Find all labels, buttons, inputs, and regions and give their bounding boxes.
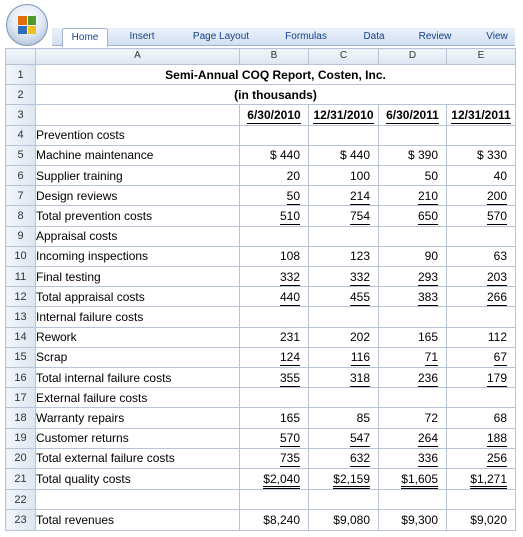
sheet-row [6, 287, 516, 307]
amount: $ 440 [269, 148, 300, 163]
cell-value[interactable] [309, 287, 379, 307]
sheet-row [6, 125, 516, 145]
cell-value[interactable] [240, 246, 309, 266]
cell-value[interactable] [447, 246, 516, 266]
tab-page-layout[interactable]: Page Layout [192, 31, 250, 42]
amount: 112 [487, 330, 507, 345]
row-header[interactable]: 9 [6, 226, 36, 246]
amount: 383 [417, 289, 438, 304]
sheet-row [6, 64, 516, 84]
amount: 210 [417, 188, 438, 203]
cell-label[interactable] [36, 327, 240, 347]
cell-value[interactable] [379, 287, 447, 307]
cell-value[interactable] [447, 287, 516, 307]
amount: 203 [486, 269, 507, 284]
cell-value[interactable] [447, 408, 516, 428]
column-header[interactable]: D [379, 49, 447, 65]
cell-value[interactable] [240, 469, 309, 490]
period-date: 12/31/2011 [451, 107, 511, 122]
cell-value[interactable] [240, 510, 309, 531]
period-date: 12/31/2010 [313, 107, 374, 122]
cell-value[interactable] [379, 368, 447, 388]
cell-value[interactable] [309, 448, 379, 468]
row-label: Total external failure costs [36, 451, 175, 466]
row-header[interactable]: 8 [6, 206, 36, 226]
row-header[interactable]: 1 [6, 64, 36, 84]
cell-value[interactable] [447, 448, 516, 468]
row-label: Warranty repairs [36, 411, 125, 425]
amount: 40 [493, 168, 507, 183]
row-header[interactable]: 17 [6, 388, 36, 408]
cell-value[interactable] [379, 347, 447, 367]
cell-value[interactable] [240, 125, 309, 145]
cell-value[interactable] [309, 347, 379, 367]
row-header[interactable]: 22 [6, 490, 36, 510]
row-label: Total prevention costs [36, 208, 153, 223]
row-label: Machine maintenance [36, 148, 154, 163]
cell-value[interactable] [240, 266, 309, 286]
column-header[interactable]: B [240, 49, 309, 65]
amount: 200 [486, 188, 507, 203]
amount: 179 [486, 370, 507, 385]
cell-value[interactable] [447, 206, 516, 226]
cell-value[interactable] [309, 266, 379, 286]
cell-value[interactable] [447, 510, 516, 531]
amount: 264 [417, 431, 438, 446]
sheet-row [6, 368, 516, 388]
amount: 124 [279, 350, 300, 365]
cell-value[interactable] [379, 428, 447, 448]
sheet-row [6, 85, 516, 105]
cell-value[interactable] [379, 125, 447, 145]
cell-value[interactable] [240, 347, 309, 367]
date-header-cell[interactable] [447, 105, 516, 125]
cell-value[interactable] [379, 327, 447, 347]
amount: 100 [349, 168, 370, 183]
date-header-cell[interactable] [379, 105, 447, 125]
report-title: Semi-Annual COQ Report, Costen, Inc. [165, 67, 386, 82]
cell-label[interactable] [36, 125, 240, 145]
sheet-row [6, 206, 516, 226]
amount: 547 [349, 431, 370, 446]
cell-value[interactable] [379, 307, 447, 327]
cell-label[interactable] [36, 408, 240, 428]
sheet-row [6, 347, 516, 367]
amount: 71 [424, 350, 438, 365]
amount: 293 [417, 269, 438, 284]
cell-value[interactable] [240, 408, 309, 428]
cell-value[interactable] [240, 226, 309, 246]
amount: 332 [349, 269, 370, 284]
row-header[interactable]: 21 [6, 469, 36, 490]
tab-review[interactable]: Review [418, 31, 452, 42]
cell-value[interactable] [447, 469, 516, 490]
amount: 650 [417, 208, 438, 223]
sheet-row [6, 428, 516, 448]
sheet-row [6, 510, 516, 531]
row-label: Supplier training [36, 168, 123, 183]
sheet-row [6, 307, 516, 327]
row-header[interactable]: 5 [6, 145, 36, 165]
row-label: Total revenues [36, 513, 115, 528]
office-logo-icon [18, 16, 36, 34]
row-header[interactable]: 12 [6, 287, 36, 307]
row-label: Customer returns [36, 431, 129, 446]
period-date: 6/30/2011 [386, 107, 439, 122]
cell-value[interactable] [447, 145, 516, 165]
sheet-row [6, 145, 516, 165]
cell-label[interactable] [36, 246, 240, 266]
sheet-row [6, 186, 516, 206]
cell-value[interactable] [447, 226, 516, 246]
amount: 318 [349, 370, 370, 385]
cell-value[interactable] [379, 145, 447, 165]
cell-value[interactable] [309, 510, 379, 531]
cell-label[interactable] [36, 368, 240, 388]
amount: 90 [424, 249, 438, 264]
row-header[interactable]: 7 [6, 186, 36, 206]
row-header[interactable]: 13 [6, 307, 36, 327]
sheet-row [6, 246, 516, 266]
cell-value[interactable] [309, 428, 379, 448]
amount: 355 [279, 370, 300, 385]
cell-value[interactable] [447, 327, 516, 347]
sheet-row [6, 490, 516, 510]
tab-view[interactable]: View [486, 31, 508, 42]
amount: 256 [486, 451, 507, 466]
sheet-row [6, 105, 516, 125]
report-title-cell[interactable] [36, 64, 516, 84]
column-header[interactable]: C [309, 49, 379, 65]
cell-value[interactable] [309, 226, 379, 246]
cell-label[interactable] [36, 510, 240, 531]
cell-value[interactable] [447, 307, 516, 327]
tab-insert[interactable]: Insert [129, 31, 155, 42]
cell-value[interactable] [379, 266, 447, 286]
cell-value[interactable] [240, 307, 309, 327]
amount: $2,040 [263, 472, 300, 489]
cell-value[interactable] [379, 206, 447, 226]
cell-value[interactable] [379, 186, 447, 206]
cell-value[interactable] [447, 347, 516, 367]
cell-value[interactable] [240, 490, 309, 510]
cell-value[interactable] [309, 307, 379, 327]
amount: $2,159 [333, 472, 370, 489]
row-label: Total appraisal costs [36, 289, 145, 304]
amount: $1,271 [470, 472, 507, 489]
row-header[interactable]: 10 [6, 246, 36, 266]
amount: 266 [486, 289, 507, 304]
row-label: Scrap [36, 350, 68, 365]
sheet-row [6, 408, 516, 428]
amount: 231 [279, 330, 300, 345]
cell-value[interactable] [240, 327, 309, 347]
amount: 63 [493, 249, 507, 264]
amount: 735 [279, 451, 300, 466]
amount: 236 [417, 370, 438, 385]
cell-label[interactable] [36, 448, 240, 468]
amount: $ 440 [339, 148, 370, 163]
amount: 123 [349, 249, 370, 264]
date-header-cell[interactable] [309, 105, 379, 125]
cell-value[interactable] [379, 490, 447, 510]
cell-label[interactable] [36, 490, 240, 510]
column-header-row [6, 49, 516, 65]
amount: 440 [279, 289, 300, 304]
amount: $ 390 [407, 148, 438, 163]
cell-value[interactable] [240, 448, 309, 468]
cell-value[interactable] [240, 186, 309, 206]
cell-value[interactable] [309, 388, 379, 408]
row-label: Internal failure costs [36, 309, 144, 324]
row-label: Prevention costs [36, 128, 125, 143]
cell-value[interactable] [379, 226, 447, 246]
row-header[interactable]: 20 [6, 448, 36, 468]
amount: 336 [417, 451, 438, 466]
amount: 570 [486, 208, 507, 223]
amount: 510 [279, 208, 300, 223]
amount: 20 [286, 168, 300, 183]
amount: 165 [279, 411, 300, 425]
cell-label[interactable] [36, 307, 240, 327]
cell-value[interactable] [447, 186, 516, 206]
cell-value[interactable] [309, 490, 379, 510]
amount: 188 [486, 431, 507, 446]
row-label: Rework [36, 330, 77, 345]
cell-value[interactable] [379, 469, 447, 490]
cell-value[interactable] [240, 388, 309, 408]
cell-label[interactable] [36, 165, 240, 185]
amount: 202 [349, 330, 370, 345]
cell-value[interactable] [309, 327, 379, 347]
cell-value[interactable] [309, 186, 379, 206]
cell-value[interactable] [309, 206, 379, 226]
cell-label[interactable] [36, 469, 240, 490]
row-label: External failure costs [36, 390, 148, 405]
cell-label[interactable] [36, 226, 240, 246]
row-header[interactable]: 4 [6, 125, 36, 145]
cell-label[interactable] [36, 428, 240, 448]
sheet-row [6, 226, 516, 246]
cell-value[interactable] [309, 145, 379, 165]
row-header[interactable]: 11 [6, 266, 36, 286]
amount: 67 [493, 350, 507, 365]
cell-value[interactable] [447, 165, 516, 185]
amount: 116 [350, 350, 370, 365]
amount: $9,300 [401, 513, 438, 528]
amount: $9,020 [470, 513, 507, 528]
sheet-row [6, 266, 516, 286]
row-header[interactable]: 14 [6, 327, 36, 347]
sheet-row [6, 327, 516, 347]
cell-value[interactable] [379, 165, 447, 185]
cell-value[interactable] [379, 448, 447, 468]
amount: 570 [279, 431, 300, 446]
cell-value[interactable] [240, 145, 309, 165]
cell-label[interactable] [36, 347, 240, 367]
report-subtitle: (in thousands) [234, 87, 317, 102]
row-label: Total quality costs [36, 472, 131, 487]
cell-value[interactable] [309, 125, 379, 145]
cell-value[interactable] [379, 388, 447, 408]
cell-label[interactable] [36, 206, 240, 226]
sheet-row [6, 388, 516, 408]
cell-label[interactable] [36, 145, 240, 165]
row-header[interactable]: 6 [6, 165, 36, 185]
row-header[interactable]: 19 [6, 428, 36, 448]
select-all-corner[interactable] [6, 49, 36, 65]
row-header[interactable]: 16 [6, 368, 36, 388]
cell-value[interactable] [309, 469, 379, 490]
worksheet-grid [5, 48, 516, 531]
amount: $ 330 [476, 148, 507, 163]
cell-value[interactable] [447, 125, 516, 145]
cell-value[interactable] [447, 490, 516, 510]
date-header-cell[interactable] [240, 105, 309, 125]
amount: $9,080 [333, 513, 370, 528]
cell-value[interactable] [379, 246, 447, 266]
row-header[interactable]: 2 [6, 85, 36, 105]
column-header[interactable]: E [447, 49, 516, 65]
cell-value[interactable] [447, 368, 516, 388]
amount: 332 [279, 269, 300, 284]
amount: 68 [493, 411, 507, 425]
cell-value[interactable] [240, 287, 309, 307]
cell-value[interactable] [309, 368, 379, 388]
cell-value[interactable] [309, 408, 379, 428]
amount: 50 [424, 168, 438, 183]
amount: 72 [424, 411, 438, 425]
amount: 632 [349, 451, 370, 466]
row-header[interactable]: 18 [6, 408, 36, 428]
amount: 214 [349, 188, 370, 203]
amount: 85 [356, 411, 370, 425]
cell-value[interactable] [379, 510, 447, 531]
row-header[interactable]: 3 [6, 105, 36, 125]
row-label: Appraisal costs [36, 229, 118, 244]
tab-formulas[interactable]: Formulas [285, 31, 327, 42]
cell-value[interactable] [309, 165, 379, 185]
amount: 50 [286, 188, 300, 203]
cell-value[interactable] [447, 266, 516, 286]
cell-label[interactable] [36, 186, 240, 206]
row-label: Final testing [36, 269, 101, 284]
row-label: Total internal failure costs [36, 370, 172, 385]
cell-value[interactable] [309, 246, 379, 266]
cell-value[interactable] [447, 428, 516, 448]
row-header[interactable]: 23 [6, 510, 36, 531]
sheet-row [6, 469, 516, 490]
report-subtitle-cell[interactable] [36, 85, 516, 105]
row-header[interactable]: 15 [6, 347, 36, 367]
tab-data[interactable]: Data [363, 31, 385, 42]
cell-value[interactable] [240, 206, 309, 226]
office-button[interactable] [6, 4, 48, 46]
amount: 455 [349, 289, 370, 304]
column-header[interactable]: A [36, 49, 240, 65]
amount: 165 [417, 330, 438, 345]
cell-value[interactable] [379, 408, 447, 428]
amount: $8,240 [263, 513, 300, 528]
cell-value[interactable] [240, 165, 309, 185]
amount: 754 [349, 208, 370, 223]
row-label: Incoming inspections [36, 249, 149, 264]
sheet-row [6, 448, 516, 468]
tab-home[interactable]: Home [62, 28, 108, 47]
period-date: 6/30/2010 [247, 107, 301, 122]
cell-value[interactable] [447, 388, 516, 408]
cell-label[interactable] [36, 388, 240, 408]
ribbon-tabs [52, 28, 515, 46]
amount: $1,605 [401, 472, 438, 489]
cell-label[interactable] [36, 105, 240, 125]
sheet-row [6, 165, 516, 185]
cell-label[interactable] [36, 287, 240, 307]
cell-value[interactable] [240, 428, 309, 448]
cell-label[interactable] [36, 266, 240, 286]
row-label: Design reviews [36, 188, 118, 203]
amount: 108 [279, 249, 300, 264]
cell-value[interactable] [240, 368, 309, 388]
